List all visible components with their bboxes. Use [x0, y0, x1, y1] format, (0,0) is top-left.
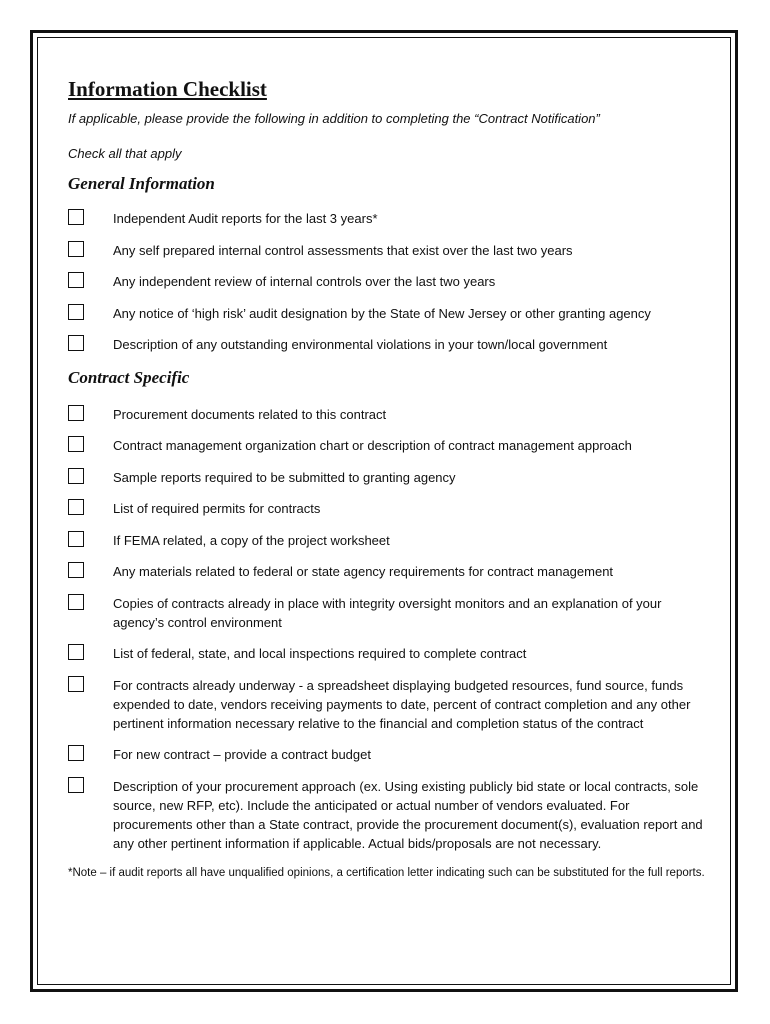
contract-item	[68, 676, 708, 733]
contract-checkbox[interactable]	[68, 594, 84, 610]
contract-checkbox[interactable]	[68, 777, 84, 793]
general-item	[68, 335, 708, 354]
contract-item-label: List of required permits for contracts	[113, 501, 321, 516]
general-item	[68, 272, 708, 291]
contract-checkbox[interactable]	[68, 745, 84, 761]
section-heading-general: General Information	[68, 174, 215, 193]
contract-checklist	[68, 405, 708, 853]
contract-checkbox[interactable]	[68, 644, 84, 660]
contract-checkbox[interactable]	[68, 562, 84, 578]
subtitle: If applicable, please provide the following in addition to completing the “Contract Notification”	[68, 111, 600, 126]
contract-item-label: Contract management organization chart or description of contract management approach	[113, 438, 632, 453]
general-item-label: Description of any outstanding environmental violations in your town/local government	[113, 337, 608, 352]
section-heading-contract: Contract Specific	[68, 367, 190, 387]
general-checkbox[interactable]	[68, 335, 84, 351]
general-item-label: Any self prepared internal control assessments that exist over the last two years	[113, 242, 573, 258]
general-item-label: Any notice of ‘high risk’ audit designation by the State of New Jersey or other granting agency	[113, 305, 651, 321]
contract-checkbox[interactable]	[68, 405, 84, 421]
contract-item-label: List of federal, state, and local inspections required to complete contract	[113, 646, 527, 661]
contract-checkbox[interactable]	[68, 499, 84, 515]
contract-item	[68, 777, 708, 853]
general-checkbox[interactable]	[68, 209, 84, 225]
general-checkbox[interactable]	[68, 241, 84, 257]
general-item-label: Independent Audit reports for the last 3 years*	[113, 211, 378, 226]
contract-item	[68, 644, 708, 663]
contract-item	[68, 745, 708, 764]
contract-item	[68, 436, 708, 455]
contract-item-label: For new contract – provide a contract budget	[113, 747, 371, 762]
instruction-text: Check all that apply	[68, 146, 182, 161]
contract-item-label: Any materials related to federal or state agency requirements for contract management	[113, 564, 614, 579]
contract-checkbox[interactable]	[68, 436, 84, 452]
contract-checkbox[interactable]	[68, 676, 84, 692]
contract-item-label: Copies of contracts already in place with integrity oversight monitors and an explanation of your agency’s control environment	[113, 595, 662, 630]
general-checkbox[interactable]	[68, 272, 84, 288]
contract-item-label: For contracts already underway - a spreadsheet displaying budgeted resources, fund source, funds expended to date, vendors receiving payments to date, percent of contract completion and any other pertinent information necessary relative to the financial and completion status of the contract	[113, 677, 691, 731]
contract-item	[68, 594, 708, 632]
contract-item-label: Procurement documents related to this contract	[113, 406, 387, 422]
contract-item	[68, 562, 708, 581]
general-checklist	[68, 209, 708, 354]
general-checkbox[interactable]	[68, 304, 84, 320]
page-title: Information Checklist	[68, 77, 267, 101]
general-item	[68, 304, 708, 323]
general-item	[68, 241, 708, 260]
contract-item	[68, 468, 708, 487]
contract-item	[68, 531, 708, 550]
contract-checkbox[interactable]	[68, 468, 84, 484]
contract-item	[68, 499, 708, 518]
contract-item-label: If FEMA related, a copy of the project worksheet	[113, 532, 390, 548]
footnote: *Note – if audit reports all have unqualified opinions, a certification letter indicating such can be substituted for the full reports.	[68, 867, 705, 879]
general-item-label: Any independent review of internal controls over the last two years	[113, 274, 496, 289]
contract-item-label: Sample reports required to be submitted to granting agency	[113, 469, 456, 485]
contract-item	[68, 405, 708, 424]
general-item	[68, 209, 708, 228]
contract-checkbox[interactable]	[68, 531, 84, 547]
checklist-form	[68, 76, 708, 882]
contract-item-label: Description of your procurement approach (ex. Using existing publicly bid state or local contracts, sole source, new RFP, etc). Include the anticipated or actual number of vendors evaluated. For procurements other than a State contract, provide the procurement document(s), evaluation report and any other pertinent information if applicable. Actual bids/proposals are not necessary.	[113, 778, 703, 851]
